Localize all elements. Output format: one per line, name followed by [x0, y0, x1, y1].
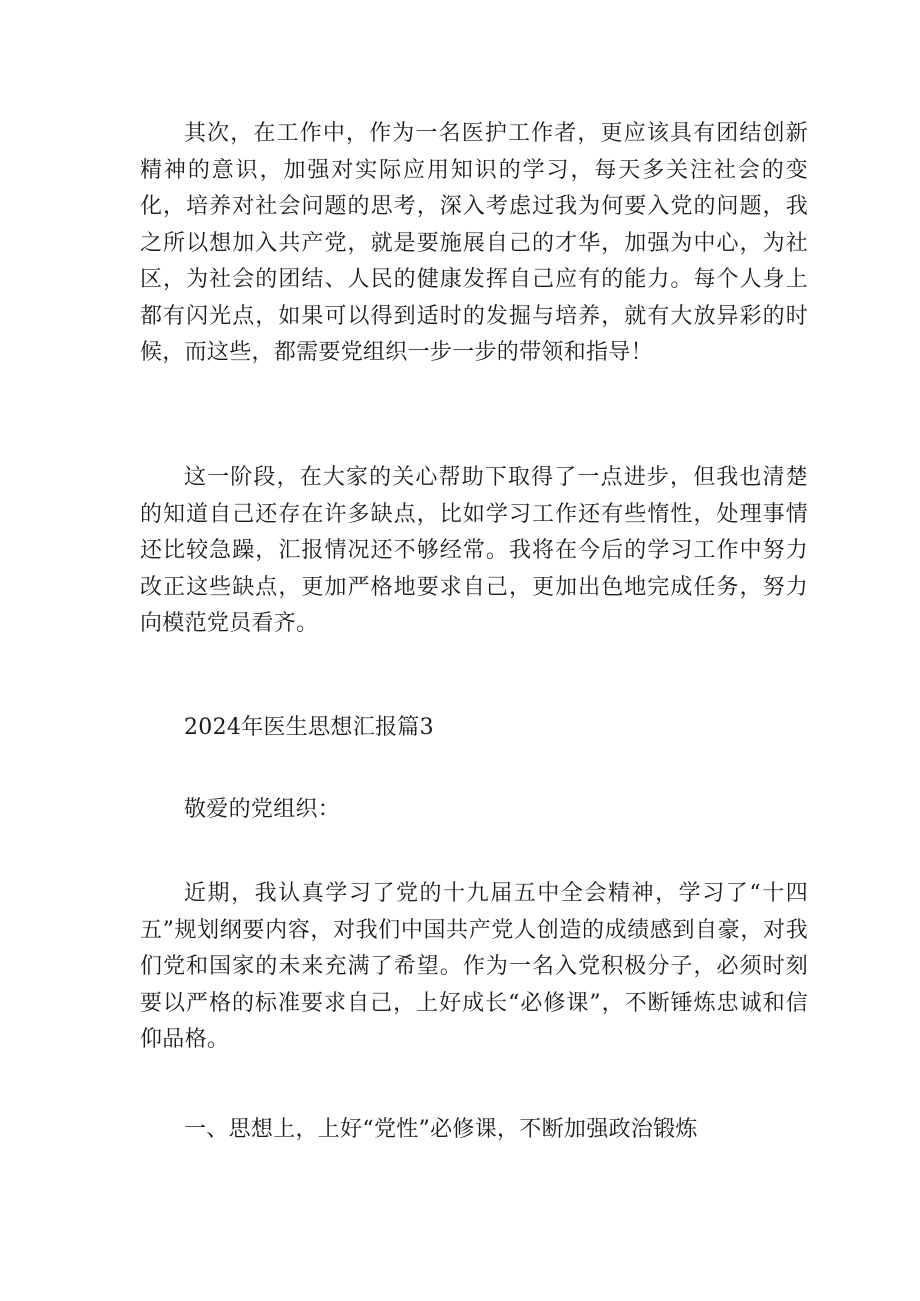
body-paragraph: 其次，在工作中，作为一名医护工作者，更应该具有团结创新精神的意识，加强对实际应用知识的学习，每天多关注社会的变化，培养对社会问题的思考，深入考虑过我为何要入党的问题，我之所以想加入共产党，就是要施展自己的才华，加强为中心，为社区，为社会的团结、人民的健康发挥自己应有的能力。每个人身上都有闪光点，如果可以得到适时的发掘与培养，就有大放异彩的时候，而这些，都需要党组织一步一步的带领和指导！ — [140, 121, 808, 365]
section-heading: 一、思想上，上好“党性”必修课，不断加强政治锻炼 — [184, 1117, 698, 1142]
body-paragraph: 这一阶段，在大家的关心帮助下取得了一点进步，但我也清楚的知道自己还存在许多缺点，比如学习工作还有些惰性，处理事情还比较急躁，汇报情况还不够经常。我将在今后的学习工作中努力改正这些缺点，更加严格地要求自己，更加出色地完成任务，努力向模范党员看齐。 — [140, 465, 808, 636]
body-paragraph: 近期，我认真学习了党的十九届五中全会精神，学习了“十四五”规划纲要内容，对我们中国共产党人创造的成绩感到自豪，对我们党和国家的未来充满了希望。作为一名入党积极分子，必须时刻要以严格的标准要求自己，上好成长“必修课”，不断锤炼忠诚和信仰品格。 — [140, 881, 808, 1052]
salutation: 敬爱的党组织： — [184, 797, 341, 822]
article-heading: 2024年医生思想汇报篇3 — [184, 715, 434, 740]
